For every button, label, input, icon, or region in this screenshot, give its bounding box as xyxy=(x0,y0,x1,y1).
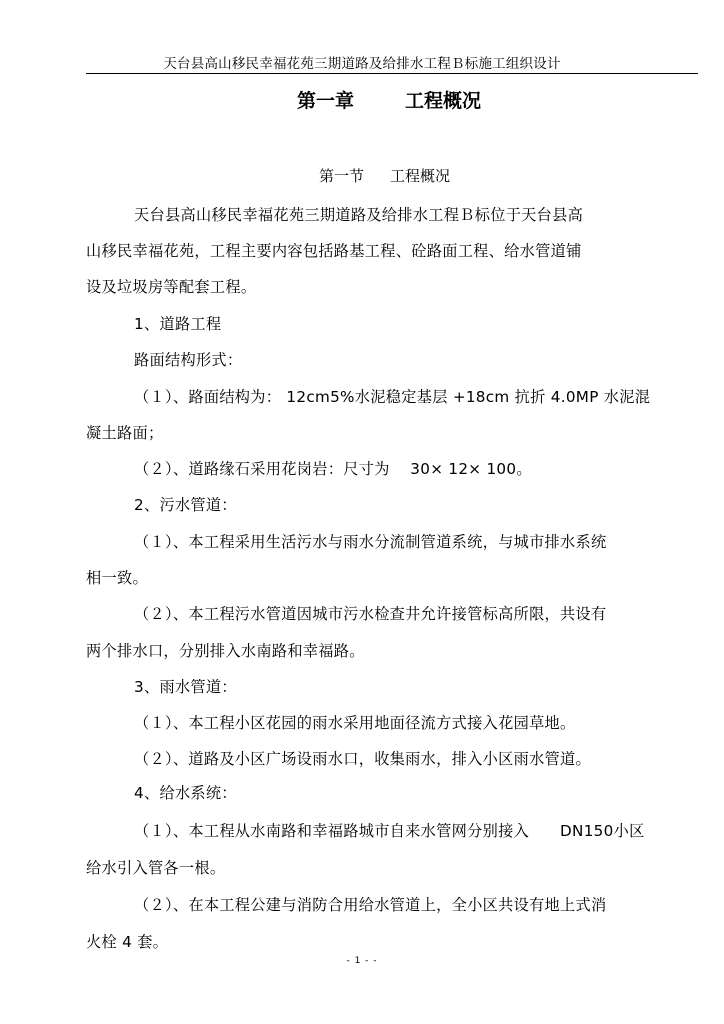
body-line: 两个排水口，分别排入水南路和幸福路。 xyxy=(86,642,365,660)
body-line: （１）、路面结构为： 12cm5%水泥稳定基层 +18cm 抗折 4.0MP 水泥混 xyxy=(134,388,651,406)
body-line: 设及垃圾房等配套工程。 xyxy=(86,278,257,296)
body-line: 凝土路面； xyxy=(86,424,164,442)
body-line: 4、给水系统： xyxy=(134,784,237,802)
section-title: 工程概况 xyxy=(390,167,451,185)
running-header: 天台县高山移民幸福花苑三期道路及给排水工程Ｂ标施工组织设计 xyxy=(163,56,561,72)
header-rule xyxy=(86,73,698,74)
body-line: （２）、本工程污水管道因城市污水检查井允许接管标高所限，共设有 xyxy=(134,605,607,623)
body-line: （２）、道路及小区广场设雨水口，收集雨水，排入小区雨水管道。 xyxy=(134,750,592,768)
body-line: （２）、道路缘石采用花岗岩：尺寸为 30× 12× 100。 xyxy=(134,460,532,478)
body-line: 天台县高山移民幸福花苑三期道路及给排水工程Ｂ标位于天台县高 xyxy=(134,206,584,224)
body-line: （１）、本工程从水南路和幸福路城市自来水管网分别接入 DN150小区 xyxy=(134,822,645,840)
chapter-title: 工程概况 xyxy=(405,90,482,112)
body-line: 火栓 4 套。 xyxy=(86,933,169,951)
page-number: - 1 - - xyxy=(346,956,378,966)
body-line: 1、道路工程 xyxy=(134,315,222,333)
body-line: 3、雨水管道： xyxy=(134,678,237,696)
body-line: 山移民幸福花苑，工程主要内容包括路基工程、砼路面工程、给水管道铺 xyxy=(86,242,582,260)
section-number: 第一节 xyxy=(319,167,365,185)
body-line: 给水引入管各一根。 xyxy=(86,859,226,877)
chapter-number: 第一章 xyxy=(297,90,355,112)
body-line: 2、污水管道： xyxy=(134,496,237,514)
body-line: （１）、本工程小区花园的雨水采用地面径流方式接入花园草地。 xyxy=(134,714,576,732)
body-line: （２）、在本工程公建与消防合用给水管道上，全小区共设有地上式消 xyxy=(134,896,607,914)
body-line: 路面结构形式： xyxy=(134,351,243,369)
body-line: （１）、本工程采用生活污水与雨水分流制管道系统，与城市排水系统 xyxy=(134,533,607,551)
body-line: 相一致。 xyxy=(86,569,148,587)
